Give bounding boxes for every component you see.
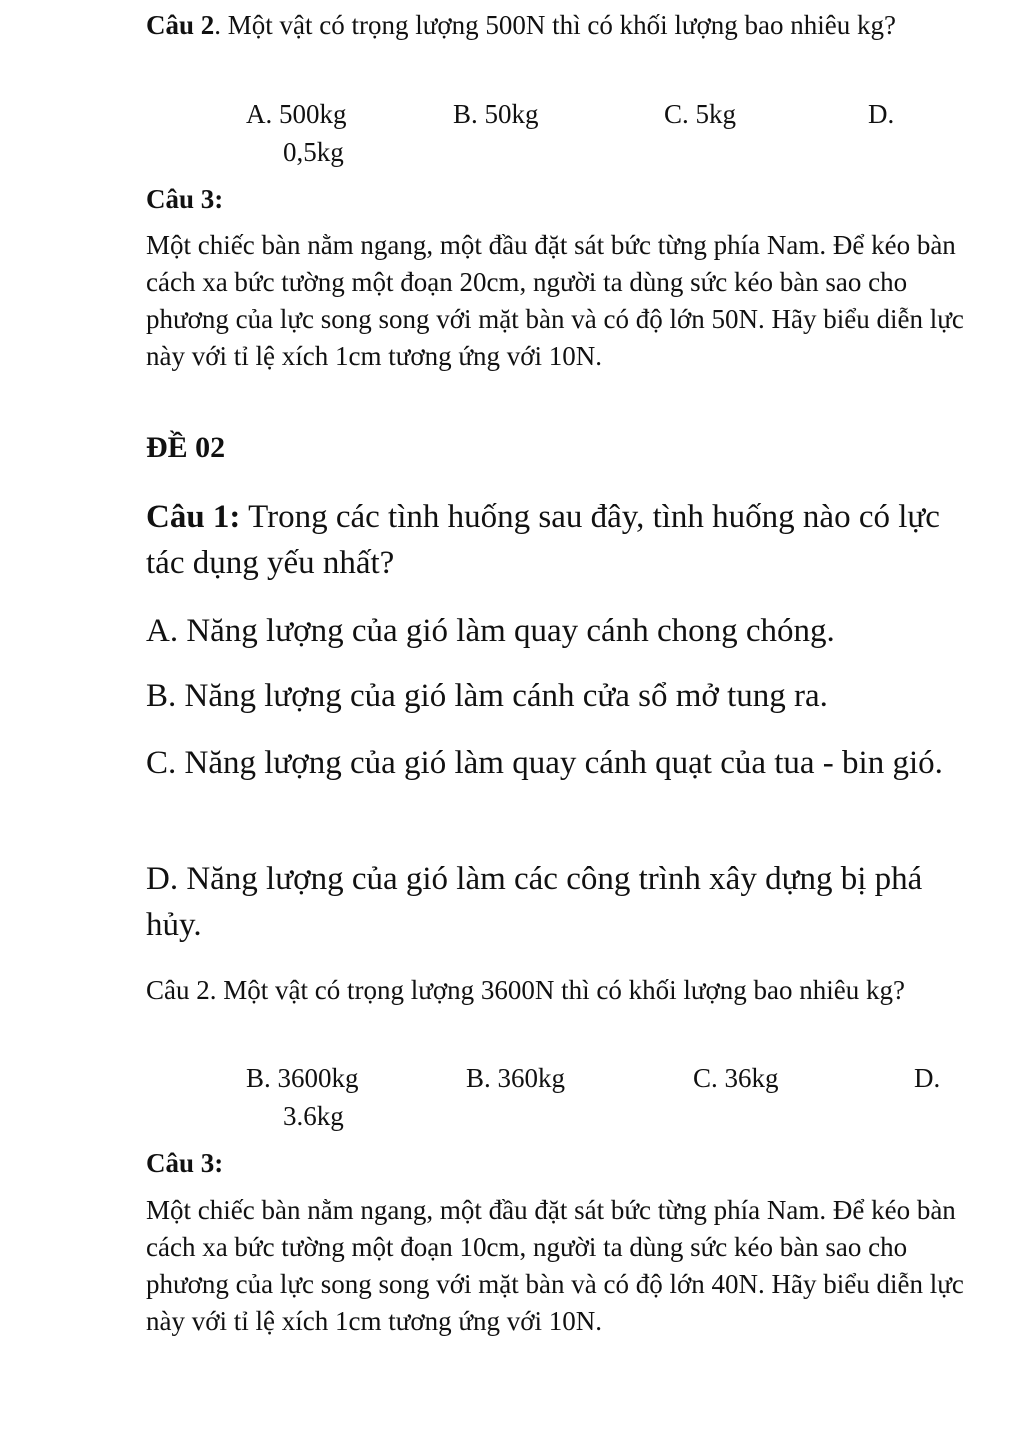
s1-q2-question	[146, 7, 946, 44]
s1-q2-option-d-value: 0,5kg	[283, 137, 344, 167]
s1-q2-option-a: A. 500kg	[246, 99, 347, 129]
s2-q1-option-c: C. Năng lượng của gió làm quay cánh quạt của tua - bin gió.	[146, 745, 943, 781]
s1-q2-option-d: D.	[868, 99, 895, 129]
s2-q2-option-d: D.	[914, 1063, 941, 1093]
section-title: ĐỀ 02	[146, 431, 226, 464]
s2-q1-text: Trong các tình huống sau đây, tình huống nào có lực tác dụng yếu nhất?	[146, 499, 940, 581]
s1-q2-option-c: C. 5kg	[664, 99, 737, 129]
s2-q2-option-c: C. 36kg	[693, 1063, 779, 1093]
s2-q1-option-d: D. Năng lượng của gió làm các công trình xây dựng bị phá hủy.	[146, 861, 923, 943]
s2-q3-label: Câu 3:	[146, 1148, 224, 1178]
s1-q2-label: Câu 2	[146, 10, 215, 40]
s1-q2-text: . Một vật có trọng lượng 500N thì có khối lượng bao nhiêu kg?	[214, 10, 897, 40]
s2-q1-question	[146, 494, 981, 586]
s2-q1-option-a: A. Năng lượng của gió làm quay cánh chong chóng.	[146, 613, 835, 649]
s2-q1-option-b: B. Năng lượng của gió làm cánh cửa sổ mở tung ra.	[146, 678, 828, 714]
s1-q2-option-b: B. 50kg	[453, 99, 539, 129]
s1-q3-label: Câu 3:	[146, 184, 224, 214]
s2-q2-option-a: B. 3600kg	[246, 1063, 359, 1093]
s2-q2-option-b: B. 360kg	[466, 1063, 566, 1093]
s2-q2-question: Câu 2. Một vật có trọng lượng 3600N thì có khối lượng bao nhiêu kg?	[146, 975, 905, 1005]
s2-q2-option-d-value: 3.6kg	[283, 1101, 344, 1131]
s2-q1-label: Câu 1:	[146, 499, 241, 535]
s2-q3-text: Một chiếc bàn nằm ngang, một đầu đặt sát bức từng phía Nam. Để kéo bàn cách xa bức tường một đoạn 10cm, người ta dùng sức kéo bàn sao cho phương của lực song song với mặt bàn và có độ lớn 40N. Hãy biểu diễn lực này với tỉ lệ xích 1cm tương ứng với 10N.	[146, 1195, 964, 1336]
s1-q3-text: Một chiếc bàn nằm ngang, một đầu đặt sát bức từng phía Nam. Để kéo bàn cách xa bức tường một đoạn 20cm, người ta dùng sức kéo bàn sao cho phương của lực song song với mặt bàn và có độ lớn 50N. Hãy biểu diễn lực này với tỉ lệ xích 1cm tương ứng với 10N.	[146, 230, 964, 371]
